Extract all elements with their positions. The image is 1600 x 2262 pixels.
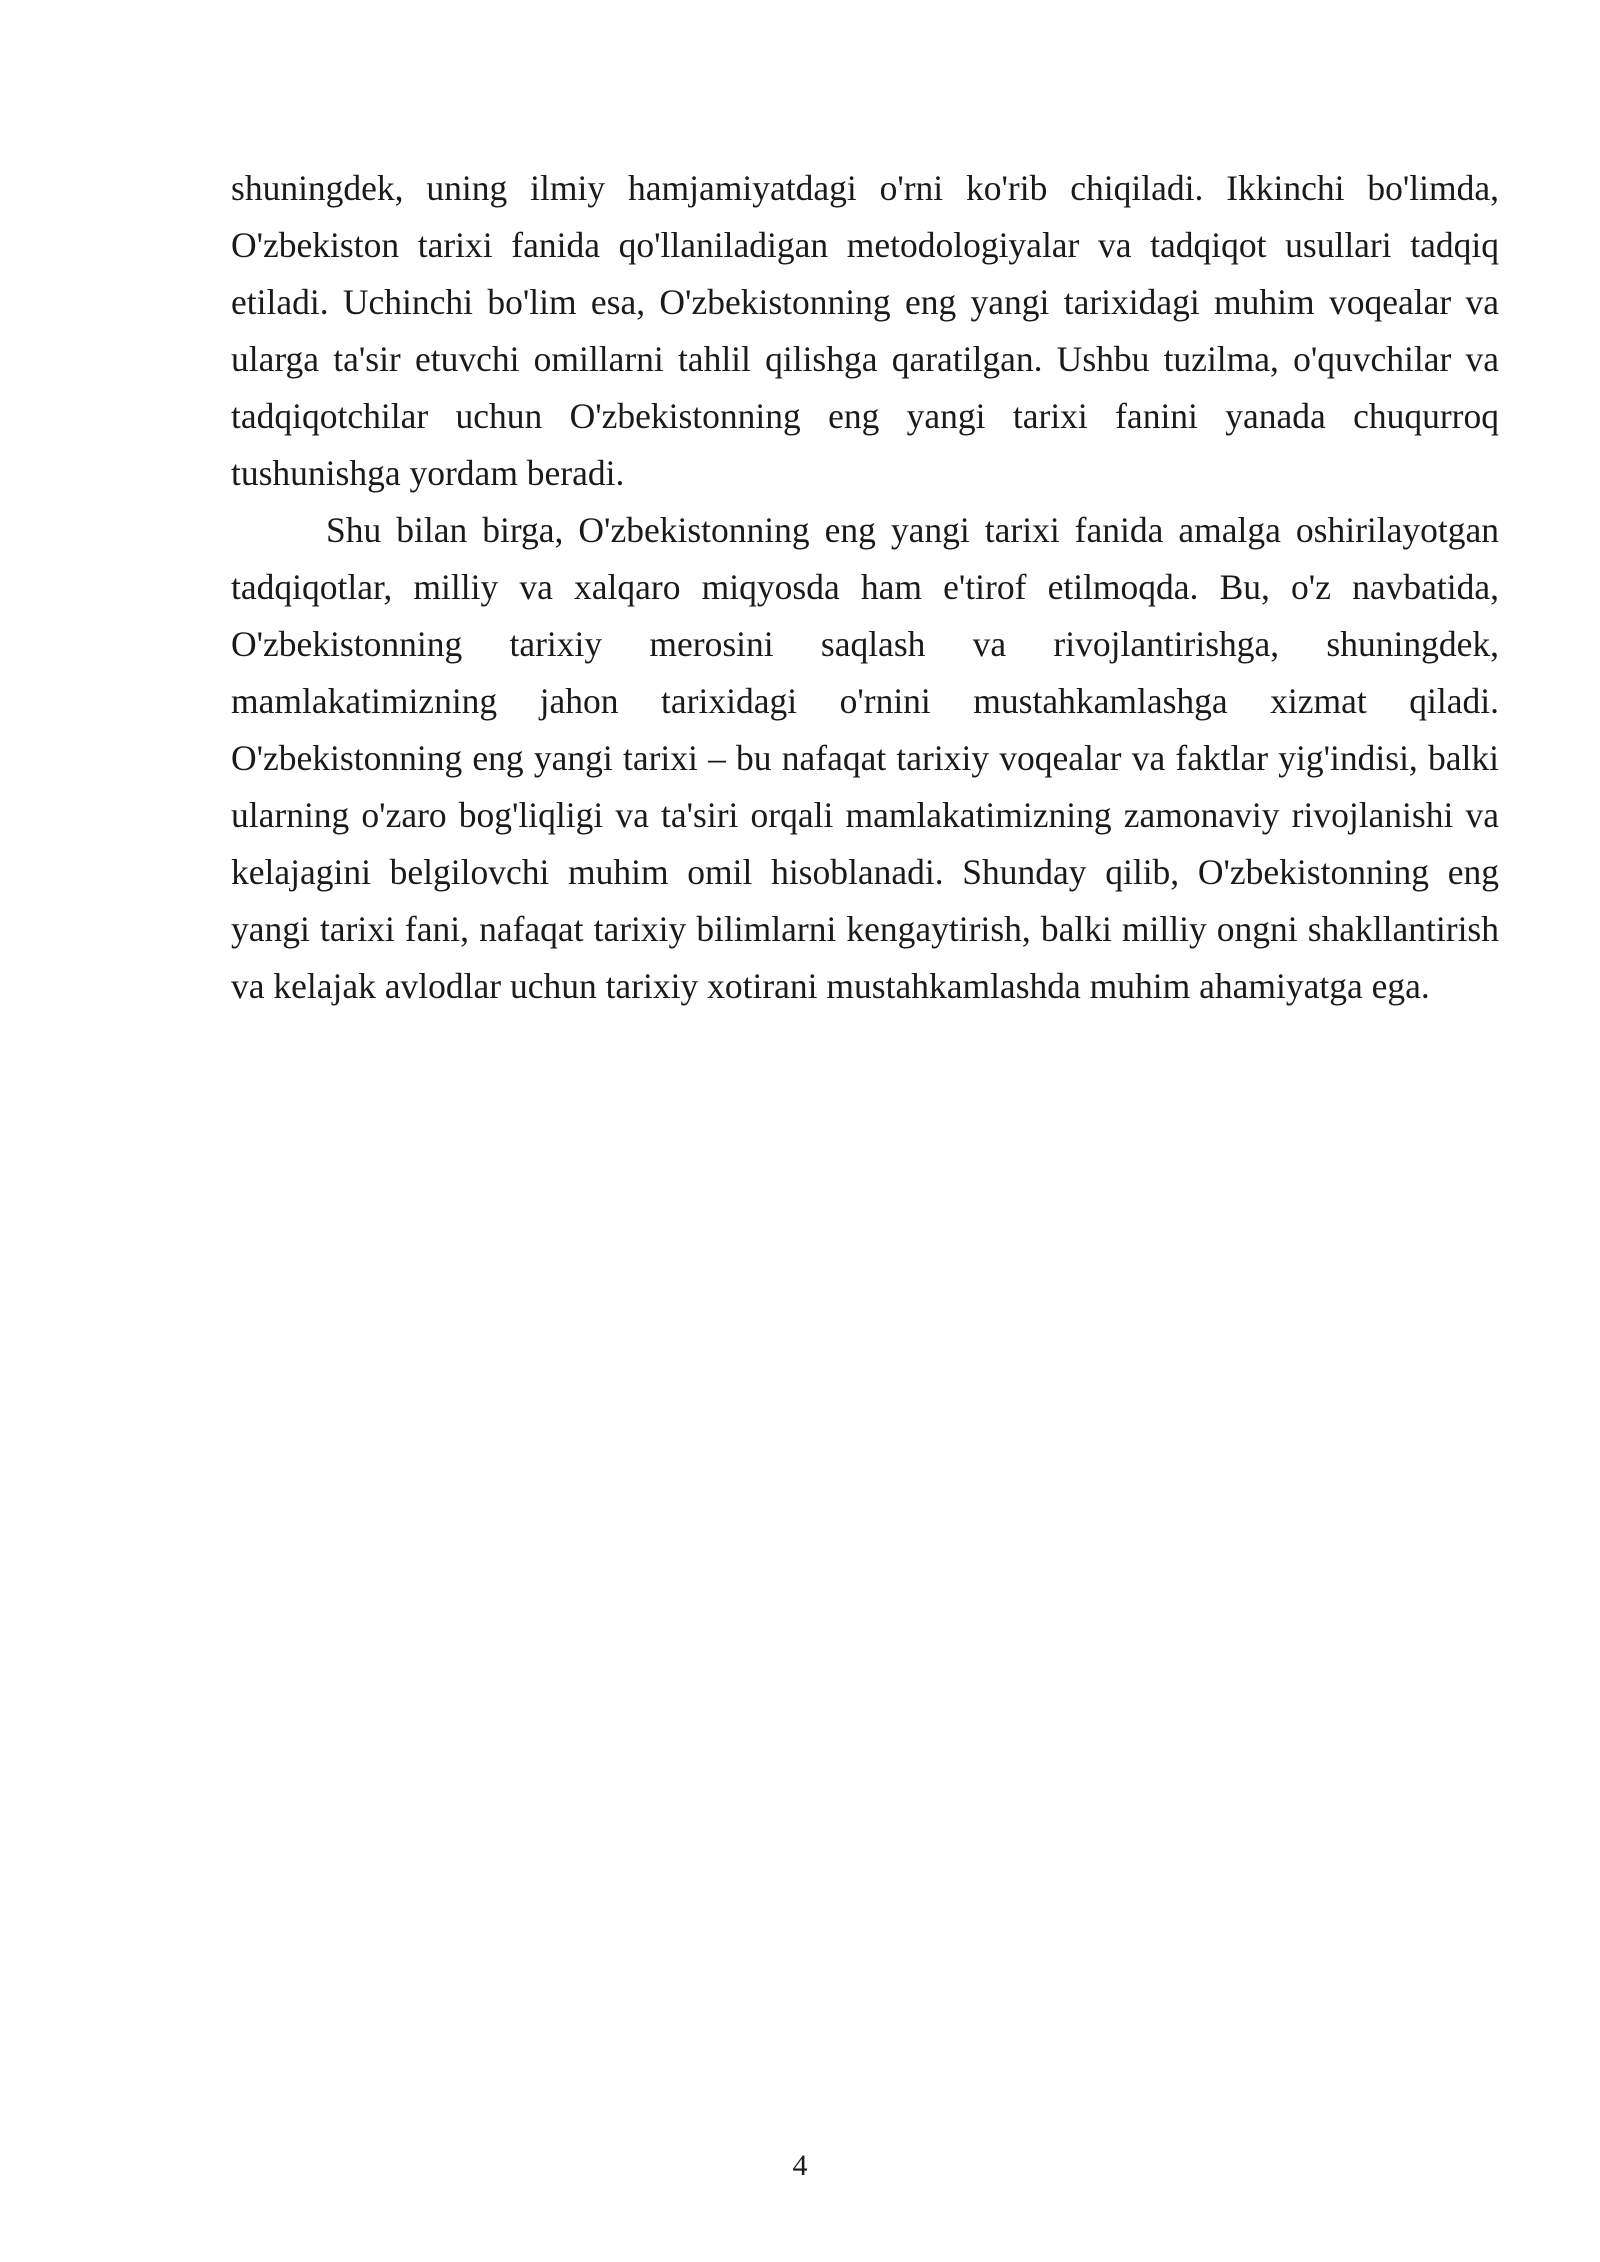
page-number: 4 [792,2149,808,2182]
paragraph-continued: shuningdek, uning ilmiy hamjamiyatdagi o'rni ko'rib chiqiladi. Ikkinchi bo'limda, O'zbekiston tarixi fanida qo'llaniladigan metodologiyalar va tadqiqot usullari tadqiq etiladi. Uchinchi bo'lim esa, O'zbekistonning eng yangi tarixidagi muhim voqealar va ularga ta'sir etuvchi omillarni tahlil qilishga qaratilgan. Ushbu tuzilma, o'quvchilar va tadqiqotchilar uchun O'zbekistonning eng yangi tarixi fanini yanada chuqurroq tushunishga yordam beradi. [231,168,1499,493]
body-text [231,160,1499,1015]
paragraph: Shu bilan birga, O'zbekistonning eng yangi tarixi fanida amalga oshirilayotgan tadqiqotlar, milliy va xalqaro miqyosda ham e'tirof etilmoqda. Bu, o'z navbatida, O'zbekistonning tarixiy merosini saqlash va rivojlantirishga, shuningdek, mamlakatimizning jahon tarixidagi o'rnini mustahkamlashga xizmat qiladi. O'zbekistonning eng yangi tarixi – bu nafaqat tarixiy voqealar va faktlar yig'indisi, balki ularning o'zaro bog'liqligi va ta'siri orqali mamlakatimizning zamonaviy rivojlanishi va kelajagini belgilovchi muhim omil hisoblanadi. Shunday qilib, O'zbekistonning eng yangi tarixi fani, nafaqat tarixiy bilimlarni kengaytirish, balki milliy ongni shakllantirish va kelajak avlodlar uchun tarixiy xotirani mustahkamlashda muhim ahamiyatga ega. [231,510,1499,1006]
